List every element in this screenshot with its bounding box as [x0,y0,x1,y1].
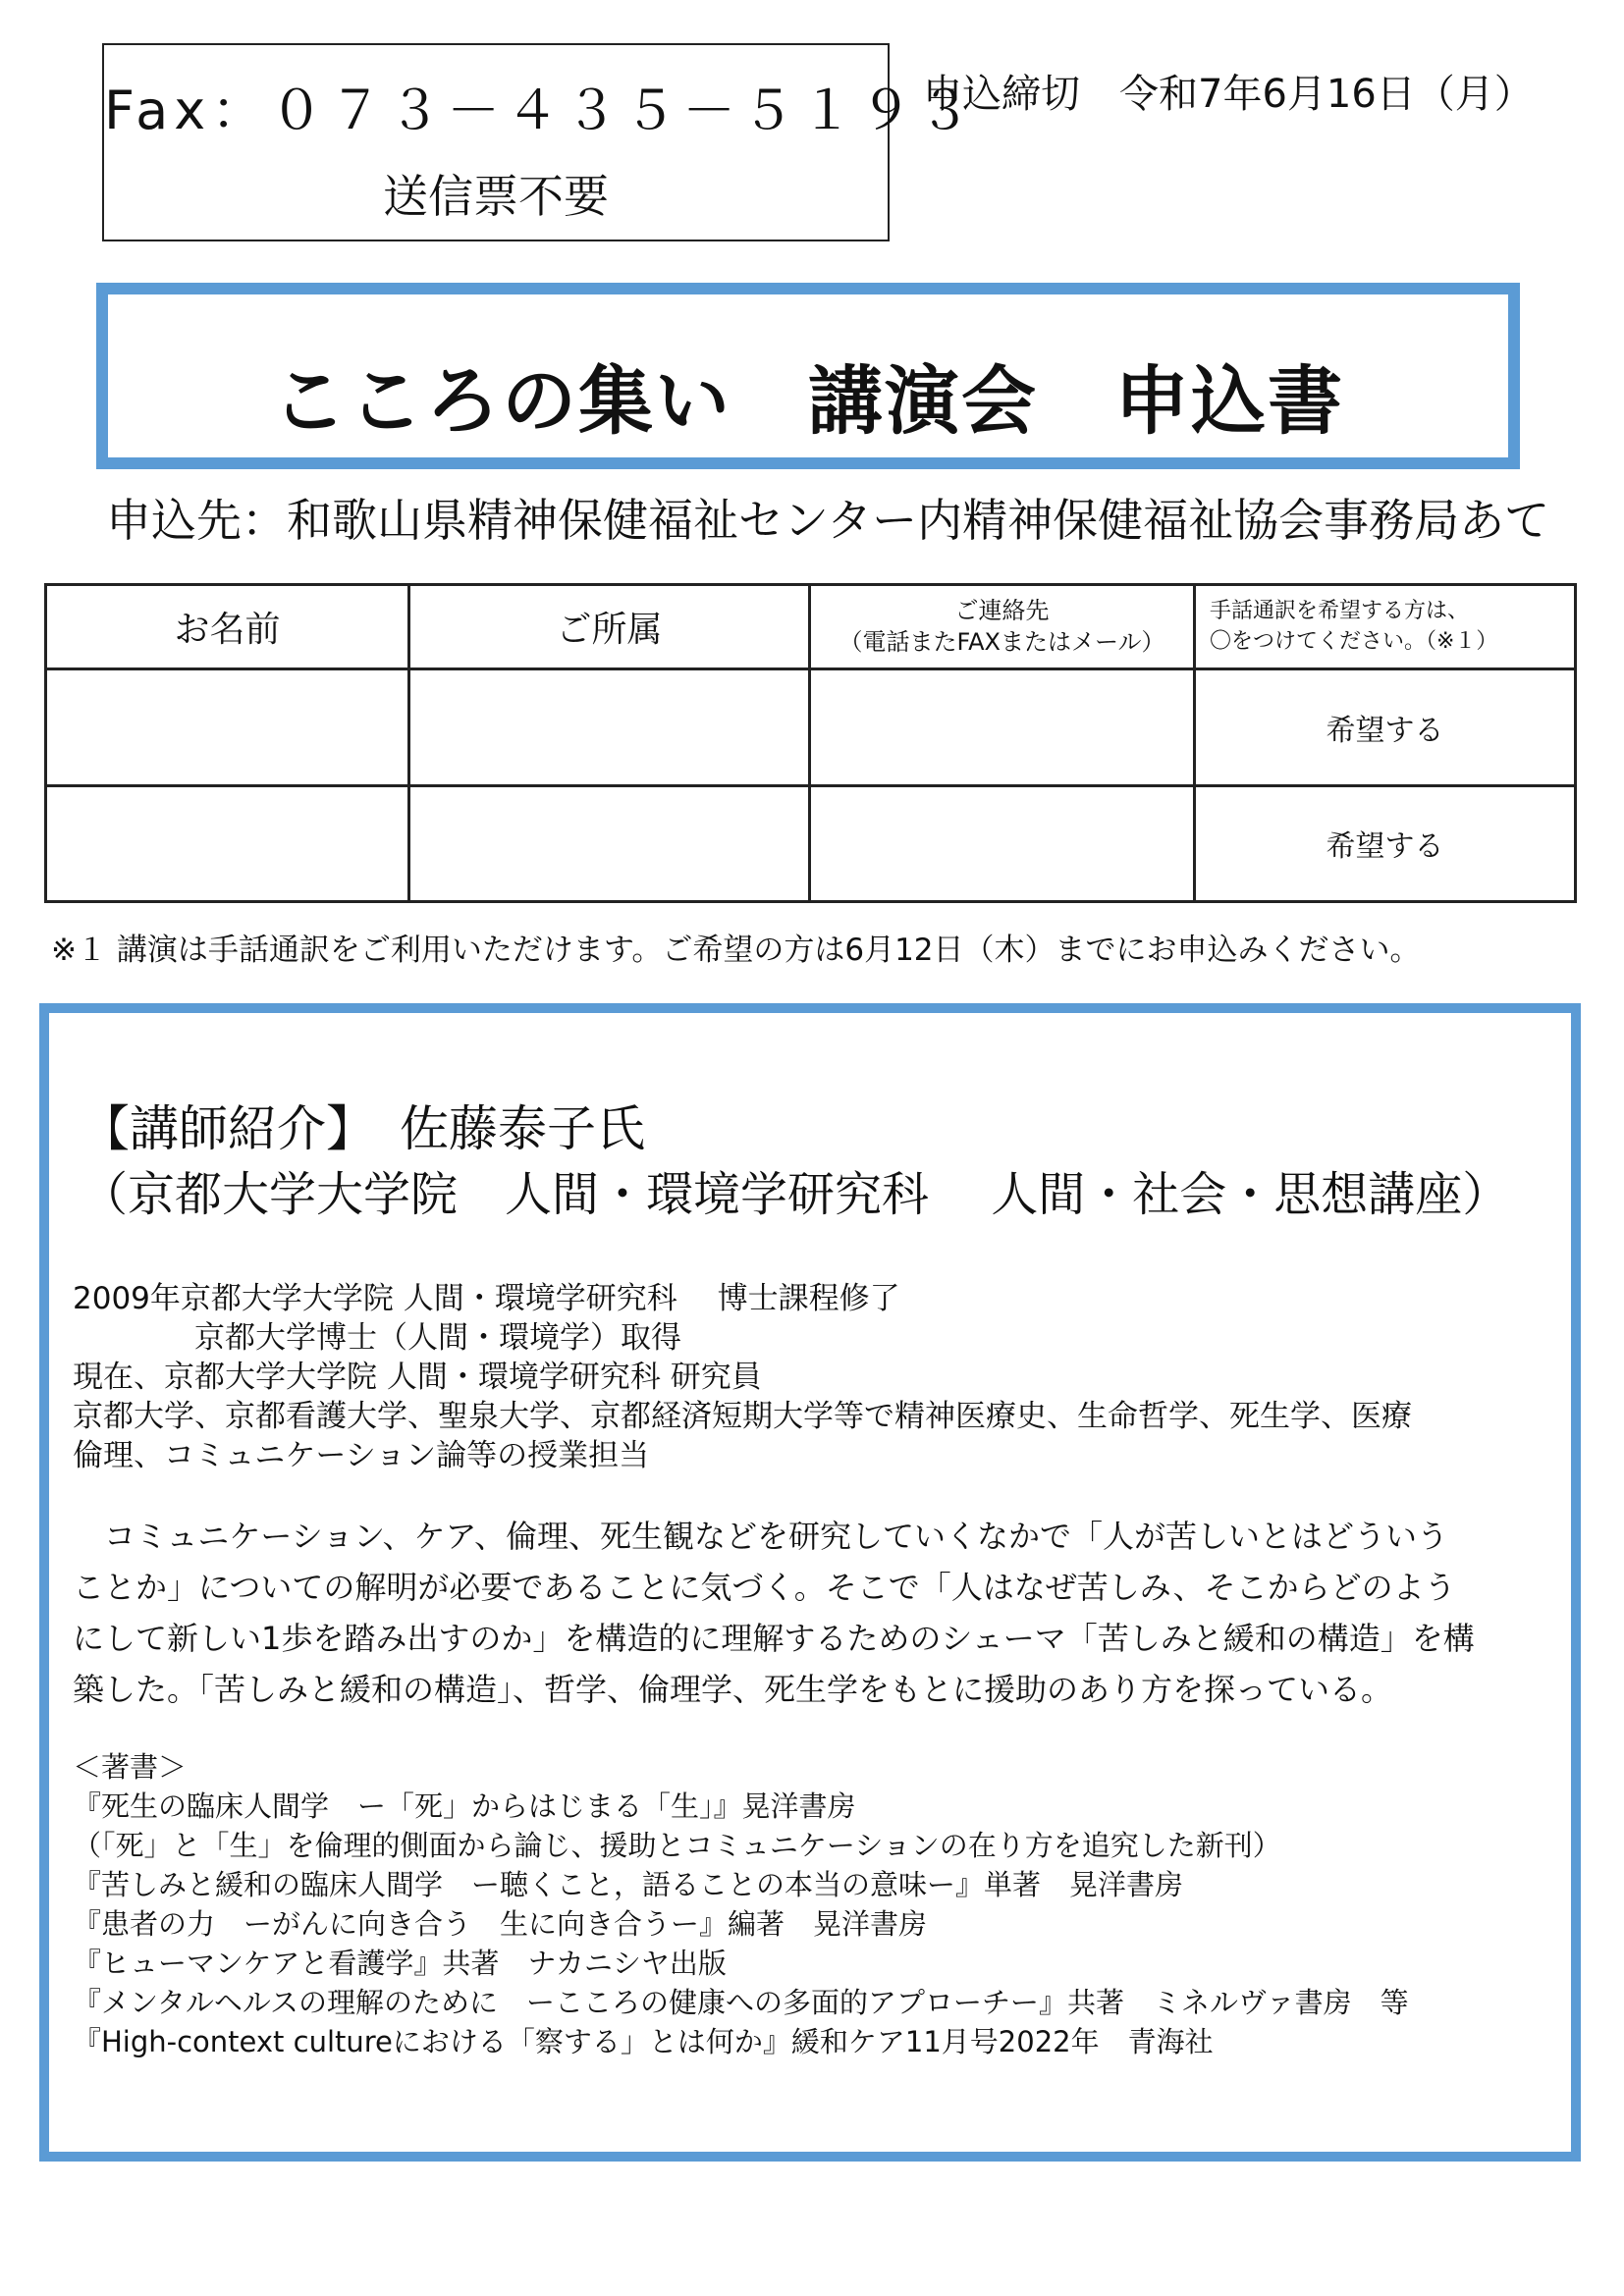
header-contact-line1: ご連絡先 [954,597,1050,625]
affiliation-cell[interactable] [409,785,810,901]
lecturer-affiliation: （京都大学大学院 人間・環境学研究科 人間・社会・思想講座） [81,1167,1510,1222]
book-item: 『死生の臨床人間学 ー「死」からはじまる「生」』晃洋書房 [73,1789,856,1823]
address-line: 申込先：和歌山県精神保健福祉センター内精神保健福祉協会事務局あて [106,494,1550,547]
table-header-row [46,585,1576,669]
header-contact-line2: （電話またFAXまたはメール） [839,627,1165,656]
page-title: こころの集い 講演会 申込書 [272,357,1344,445]
header-contact [810,585,1195,669]
footnote: ※１ 講演は手話通訳をご利用いただけます。ご希望の方は6月12日（木）までにお申込みください。 [51,933,1421,968]
name-cell[interactable] [46,669,409,785]
affiliation-cell[interactable] [409,669,810,785]
sign-language-option[interactable]: 希望する [1195,669,1576,785]
book-item: 『ヒューマンケアと看護学』共著 ナカニシヤ出版 [73,1947,727,1980]
lecturer-box [39,1003,1581,2162]
book-item: 『High-context cultureにおける「察する」とは何か』緩和ケア11月号2022年 青海社 [73,2025,1214,2058]
career-line: 2009年京都大学大学院 人間・環境学研究科 博士課程修了 [73,1281,900,1316]
book-item: 『苦しみと緩和の臨床人間学 ー聴くこと，語ることの本当の意味ー』単著 晃洋書房 [73,1868,1184,1901]
book-item: 『メンタルヘルスの理解のために ーこころの健康への多面的アプローチー』共著 ミネルヴァ書房 等 [73,1986,1409,2019]
title-box [96,283,1520,469]
contact-cell[interactable] [810,785,1195,901]
header-sign-language [1195,585,1576,669]
table-row [46,669,1576,785]
bio-paragraph-line: 築した。「苦しみと緩和の構造」、哲学、倫理学、死生学をもとに援助のあり方を探っている。 [73,1671,1393,1708]
deadline: 申込締切 令和7年6月16日（月） [923,72,1534,117]
books-heading: ＜著書＞ [73,1750,188,1784]
career-line: 京都大学、京都看護大学、聖泉大学、京都経済短期大学等で精神医療史、生命哲学、死生学、医療 [73,1399,1412,1434]
header-sign-line1: 手話通訳を希望する方は、 [1210,598,1470,623]
book-item: （「死」と「生」を倫理的側面から論じ、援助とコミュニケーションの在り方を追究した新刊） [73,1829,1281,1862]
fax-number: Fax：０７３－４３５－５１９３ [104,80,978,141]
fax-note: 送信票不要 [383,170,609,223]
bio-paragraph-line: ことか」についての解明が必要であることに気づく。そこで「人はなぜ苦しみ、そこからどのよう [73,1569,1456,1606]
lecturer-heading: 【講師紹介】 佐藤泰子氏 [81,1100,645,1157]
application-table [44,583,1577,903]
career-line: 現在、京都大学大学院 人間・環境学研究科 研究員 [73,1360,762,1395]
table-row [46,785,1576,901]
header-sign-line2: 〇をつけてください。（※１） [1210,628,1498,654]
book-item: 『患者の力 ーがんに向き合う 生に向き合うー』編著 晃洋書房 [73,1907,928,1941]
header-name: お名前 [46,585,409,669]
fax-box [102,43,978,241]
sign-language-option[interactable]: 希望する [1195,785,1576,901]
contact-cell[interactable] [810,669,1195,785]
name-cell[interactable] [46,785,409,901]
career-line: 京都大学博士（人間・環境学）取得 [73,1320,681,1356]
header-affiliation: ご所属 [409,585,810,669]
bio-paragraph-line: にして新しい1歩を踏み出すのか」を構造的に理解するためのシェーマ「苦しみと緩和の構造」を構 [73,1620,1475,1657]
bio-paragraph-line: コミュニケーション、ケア、倫理、死生観などを研究していくなかで「人が苦しいとはどういう [73,1518,1448,1555]
career-line: 倫理、コミュニケーション論等の授業担当 [73,1438,650,1473]
